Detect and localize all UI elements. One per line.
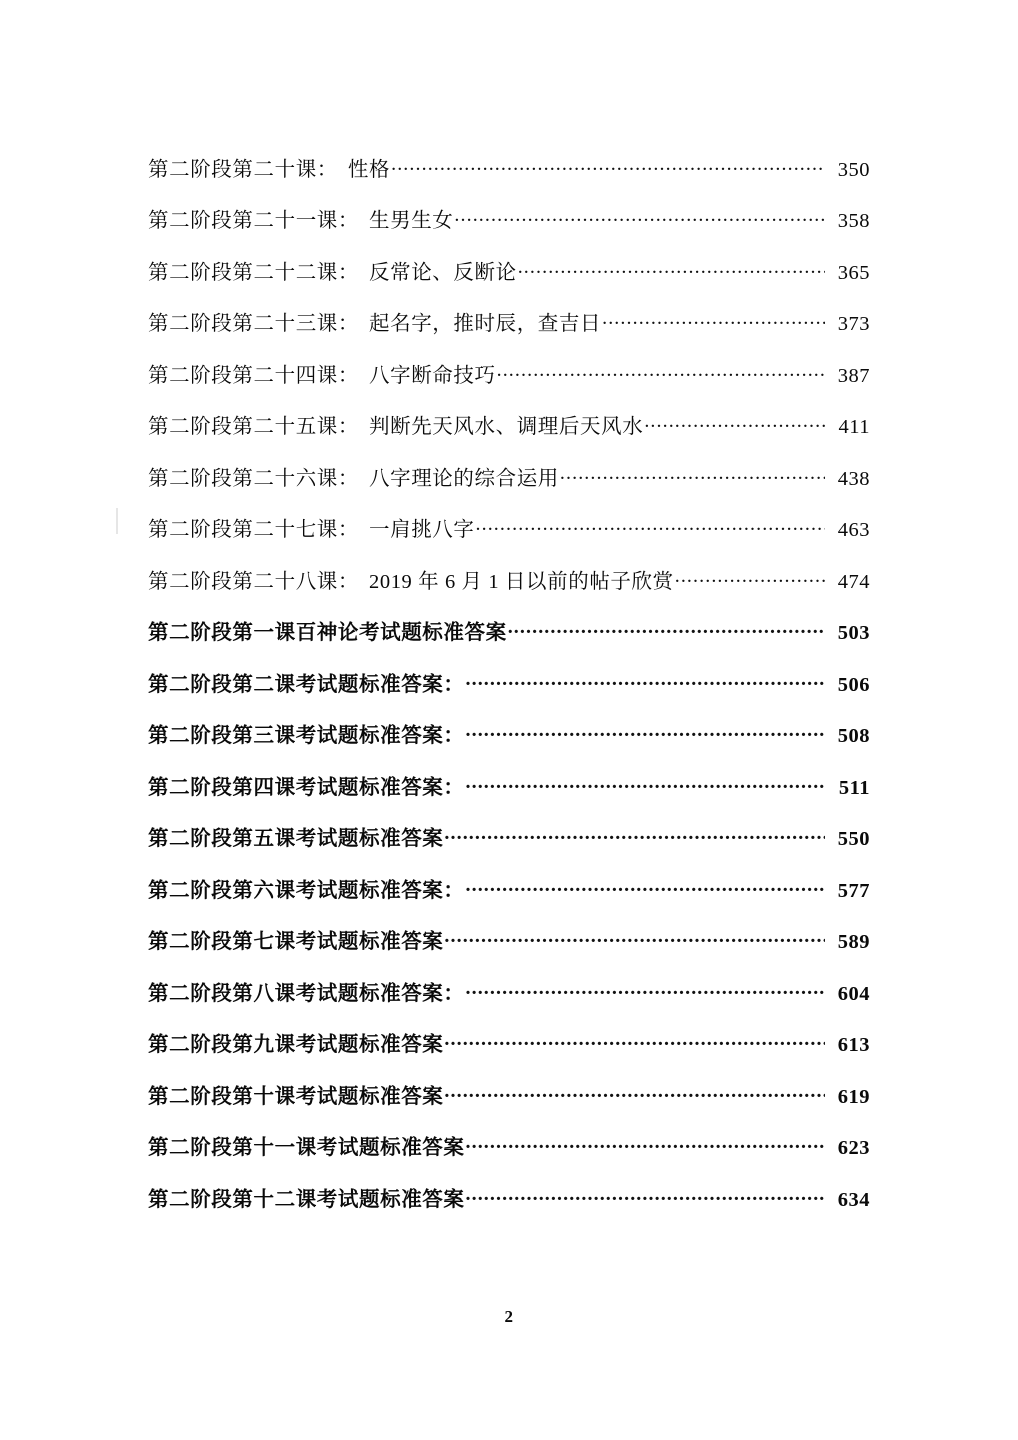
toc-leader-dots xyxy=(391,155,825,176)
toc-entry-title: 第二阶段第九课考试题标准答案 xyxy=(148,1034,444,1056)
toc-entry-page: 550 xyxy=(837,828,870,850)
toc-entry-subtitle: 反常论、反断论 xyxy=(369,261,517,284)
toc-leader-dots xyxy=(466,876,826,897)
toc-entry-title: 第二阶段第二十二课： xyxy=(148,261,359,284)
toc-entry-page: 577 xyxy=(837,879,870,902)
toc-entry[interactable] xyxy=(148,1082,870,1107)
toc-entry-title: 第二阶段第二十四课： xyxy=(148,364,359,387)
toc-entry-title: 第二阶段第五课考试题标准答案 xyxy=(148,828,444,850)
toc-entry-page: 463 xyxy=(837,519,870,541)
toc-entry[interactable] xyxy=(148,876,870,901)
toc-entry-title: 第二阶段第六课考试题标准答案： xyxy=(148,879,465,902)
toc-entry-page: 474 xyxy=(837,570,870,593)
toc-entry-subtitle: 起名字，推时辰，查吉日 xyxy=(369,313,602,335)
toc-entry[interactable] xyxy=(148,928,870,953)
toc-entry-page: 438 xyxy=(837,467,870,490)
toc-entry[interactable] xyxy=(148,979,870,1004)
toc-entry-title: 第二阶段第八课考试题标准答案： xyxy=(148,982,465,1005)
toc-entry[interactable] xyxy=(148,567,870,592)
toc-entry-page: 358 xyxy=(837,210,870,232)
toc-entry-title: 第二阶段第二十一课： xyxy=(148,210,359,232)
toc-entry-page: 511 xyxy=(838,776,870,799)
toc-entry[interactable] xyxy=(148,155,870,180)
toc-entry[interactable] xyxy=(148,1185,870,1210)
toc-entry-page: 613 xyxy=(837,1034,870,1056)
toc-entry-title: 第二阶段第一课百神论考试题标准答案 xyxy=(148,622,507,644)
toc-entry-title: 第二阶段第二十课： xyxy=(148,158,338,181)
toc-entry-title: 第二阶段第二十八课： xyxy=(148,570,359,593)
toc-entry[interactable] xyxy=(148,619,870,644)
toc-leader-dots xyxy=(454,207,825,228)
toc-entry-title: 第二阶段第十二课考试题标准答案 xyxy=(148,1188,465,1211)
toc-entry-title: 第二阶段第二十六课： xyxy=(148,467,359,490)
toc-entry-subtitle: 八字理论的综合运用 xyxy=(369,467,559,490)
toc-entry[interactable] xyxy=(148,825,870,850)
toc-entry-title: 第二阶段第二十七课： xyxy=(148,519,359,541)
toc-entry-title: 第二阶段第二十三课： xyxy=(148,313,359,335)
toc-entry[interactable] xyxy=(148,516,870,541)
toc-leader-dots xyxy=(466,979,826,1000)
toc-leader-dots xyxy=(644,413,825,434)
toc-entry[interactable] xyxy=(148,310,870,335)
toc-entry-title: 第二阶段第二课考试题标准答案： xyxy=(148,673,465,696)
toc-entry[interactable] xyxy=(148,413,870,438)
toc-entry-page: 623 xyxy=(837,1137,870,1159)
toc-entry-subtitle: 八字断命技巧 xyxy=(369,364,496,387)
toc-entry[interactable] xyxy=(148,1031,870,1056)
toc-entry[interactable] xyxy=(148,773,870,798)
toc-entry-subtitle: 生男生女 xyxy=(369,210,454,232)
toc-entry[interactable] xyxy=(148,1134,870,1159)
toc-leader-dots xyxy=(602,310,825,331)
toc-leader-dots xyxy=(466,1185,826,1206)
toc-entry-title: 第二阶段第三课考试题标准答案： xyxy=(148,725,465,747)
toc-leader-dots xyxy=(560,464,825,485)
toc-leader-dots xyxy=(476,516,826,537)
toc-entry-page: 508 xyxy=(837,725,870,747)
table-of-contents xyxy=(148,155,870,1237)
toc-leader-dots xyxy=(466,670,826,691)
toc-leader-dots xyxy=(466,773,826,794)
toc-entry[interactable] xyxy=(148,464,870,489)
toc-entry-title: 第二阶段第二十五课： xyxy=(148,416,359,438)
toc-entry[interactable] xyxy=(148,361,870,386)
toc-entry-page: 503 xyxy=(837,622,870,644)
toc-entry-page: 387 xyxy=(837,364,870,387)
toc-entry-subtitle: 性格 xyxy=(347,158,391,181)
toc-entry-page: 411 xyxy=(838,416,870,438)
toc-entry[interactable] xyxy=(148,670,870,695)
toc-entry-subtitle: 判断先天风水、调理后天风水 xyxy=(369,416,644,438)
toc-entry[interactable] xyxy=(148,722,870,747)
toc-entry-page: 373 xyxy=(837,313,870,335)
page-edge-artifact xyxy=(116,508,118,534)
toc-leader-dots xyxy=(444,1031,825,1052)
page-number: 2 xyxy=(504,1307,514,1326)
toc-entry-page: 634 xyxy=(837,1188,870,1211)
toc-leader-dots xyxy=(675,567,825,588)
toc-leader-dots xyxy=(508,619,825,640)
toc-entry-title: 第二阶段第四课考试题标准答案： xyxy=(148,776,465,799)
toc-entry-page: 604 xyxy=(837,982,870,1005)
toc-leader-dots xyxy=(466,1134,826,1155)
toc-entry-page: 350 xyxy=(837,158,870,181)
toc-leader-dots xyxy=(444,825,825,846)
toc-entry-subtitle: 一肩挑八字 xyxy=(369,519,475,541)
toc-leader-dots xyxy=(497,361,825,382)
toc-entry-page: 506 xyxy=(837,673,870,696)
toc-entry[interactable] xyxy=(148,258,870,283)
toc-entry-page: 589 xyxy=(837,931,870,953)
toc-entry-page: 619 xyxy=(837,1085,870,1108)
toc-leader-dots xyxy=(518,258,825,279)
toc-entry-title: 第二阶段第七课考试题标准答案 xyxy=(148,931,444,953)
toc-entry[interactable] xyxy=(148,207,870,232)
toc-entry-title: 第二阶段第十一课考试题标准答案 xyxy=(148,1137,465,1159)
toc-leader-dots xyxy=(444,928,825,949)
toc-entry-title: 第二阶段第十课考试题标准答案 xyxy=(148,1085,444,1108)
toc-leader-dots xyxy=(466,722,826,743)
toc-entry-page: 365 xyxy=(837,261,870,284)
toc-entry-subtitle: 2019 年 6 月 1 日以前的帖子欣赏 xyxy=(369,570,674,593)
toc-leader-dots xyxy=(444,1082,825,1103)
